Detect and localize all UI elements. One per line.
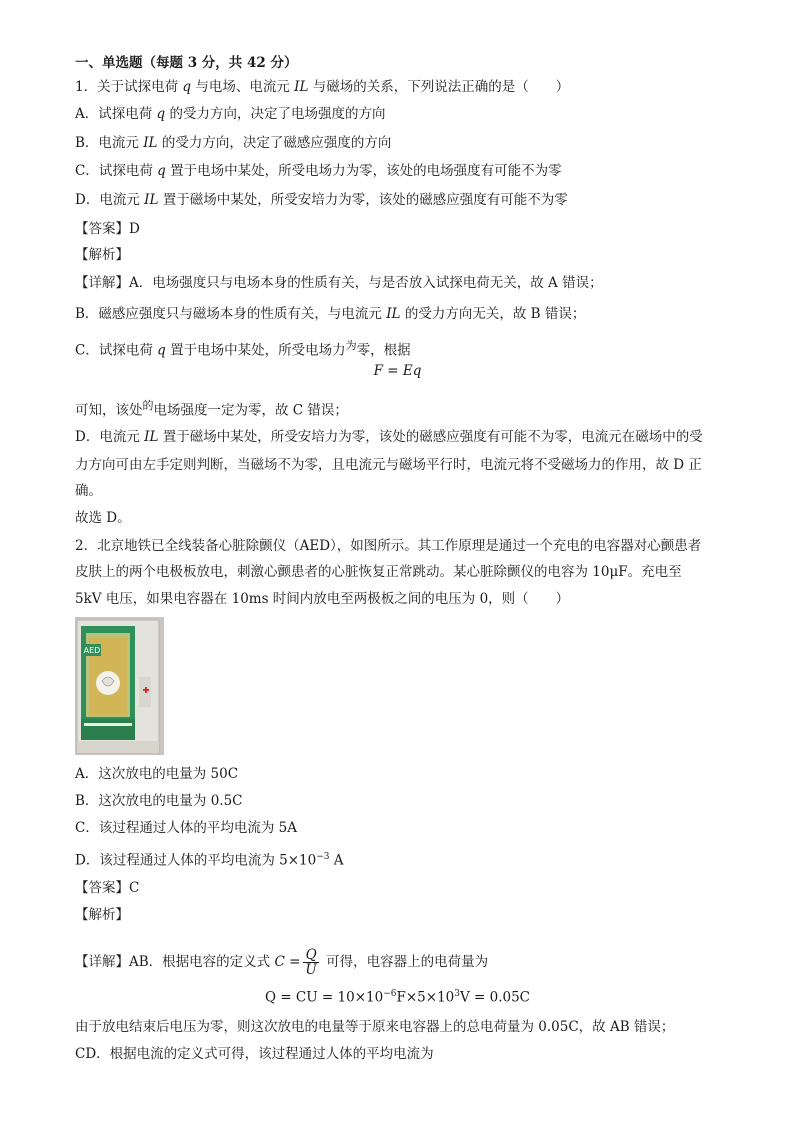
q2-answer: 【答案】C xyxy=(75,880,140,896)
q1-option-c: C．试探电荷 q 置于电场中某处，所受电场力为零，该处的电场强度有可能不为零 xyxy=(75,163,562,179)
q1-detail-c: C．试探电荷 q 置于电场中某处，所受电场力$^为$零，根据 xyxy=(75,339,411,359)
q2-detail-ab: 【详解】AB．根据电容的定义式 C = $\frac{Q}{U}$ 可得，电容器上的电荷量为 xyxy=(75,947,489,978)
q2-detail-cd: CD．根据电流的定义式可得，该过程通过人体的平均电流为 xyxy=(75,1046,434,1062)
aed-label: AED xyxy=(83,646,101,655)
section-header: 一、单选题（每题 3 分，共 42 分） xyxy=(75,55,298,71)
q1-detail-d1: D．电流元 IL 置于磁场中某处，所受安培力为零，该处的磁感应强度有可能不为零，电流元在磁场中的受 xyxy=(75,429,703,445)
q2-option-b: B．这次放电的电量为 0.5C xyxy=(75,793,243,809)
q2-option-c: C．该过程通过人体的平均电流为 5A xyxy=(75,820,297,836)
q1-detail-d2: 力方向可由左手定则判断，当磁场不为零，且电流元与磁场平行时，电流元将不受磁场力的作用，故 D 正 xyxy=(75,457,702,473)
aed-cabinet-photo xyxy=(75,617,164,755)
formula-f-eq: F = Eq xyxy=(373,363,422,379)
q1-detail-a: 【详解】A．电场强度只与电场本身的性质有关，与是否放入试探电荷无关，故 A 错误； xyxy=(75,275,603,291)
q1-option-a: A．试探电荷 q 的受力方向，决定了电场强度的方向 xyxy=(75,106,386,122)
q1-detail-d3: 确。 xyxy=(75,483,102,499)
q2-option-a: A．这次放电的电量为 50C xyxy=(75,766,239,782)
symbol-IL: IL xyxy=(294,79,309,95)
formula-q-cu: Q = CU = $10\times 10^{-6}F\times 5\times 10^3V = 0.05C$ xyxy=(264,989,531,1006)
q1-option-b: B．电流元 IL 的受力方向，决定了磁感应强度的方向 xyxy=(75,135,392,151)
q2-detail-ab2: 由于放电结束后电压为零，则这次放电的电量等于原来电容器上的总电荷量为 0.05C，故 AB 错误； xyxy=(75,1019,675,1035)
q2-stem-line3: 5kV 电压，如果电容器在 10ms 时间内放电至两极板之间的电压为 0，则（ ） xyxy=(75,591,570,607)
q2-option-d: D．该过程通过人体的平均电流为 $5\times 10^{-3}$ A xyxy=(75,852,344,869)
q2-analysis-label: 【解析】 xyxy=(75,907,129,923)
q1-detail-c2: 可知，该处$^的$电场强度一定为零，故 C 错误； xyxy=(75,399,348,419)
q1-answer: 【答案】D xyxy=(75,221,140,237)
q1-detail-b: B．磁感应强度只与磁场本身的性质有关，与电流元 IL 的受力方向无关，故 B 错误； xyxy=(75,306,586,322)
q1-conclusion: 故选 D。 xyxy=(75,510,131,526)
q2-stem-line1: 2．北京地铁已全线装备心脏除颤仪（AED），如图所示。其工作原理是通过一个充电的电容器对心颤患者 xyxy=(75,538,702,554)
q2-stem-line2: 皮肤上的两个电极板放电，刺激心颤患者的心脏恢复正常跳动。某心脏除颤仪的电容为 10μF。充电至 xyxy=(75,564,682,580)
q1-analysis-label: 【解析】 xyxy=(75,247,129,263)
q1-option-d: D．电流元 IL 置于磁场中某处，所受安培力为零，该处的磁感应强度有可能不为零 xyxy=(75,192,568,208)
capacitance-fraction: $\frac{Q}{U}$ xyxy=(305,947,317,978)
symbol-q: q xyxy=(182,79,192,95)
q1-stem: 1．关于试探电荷 q 与电场、电流元 IL 与磁场的关系，下列说法正确的是（ ） xyxy=(75,79,570,95)
